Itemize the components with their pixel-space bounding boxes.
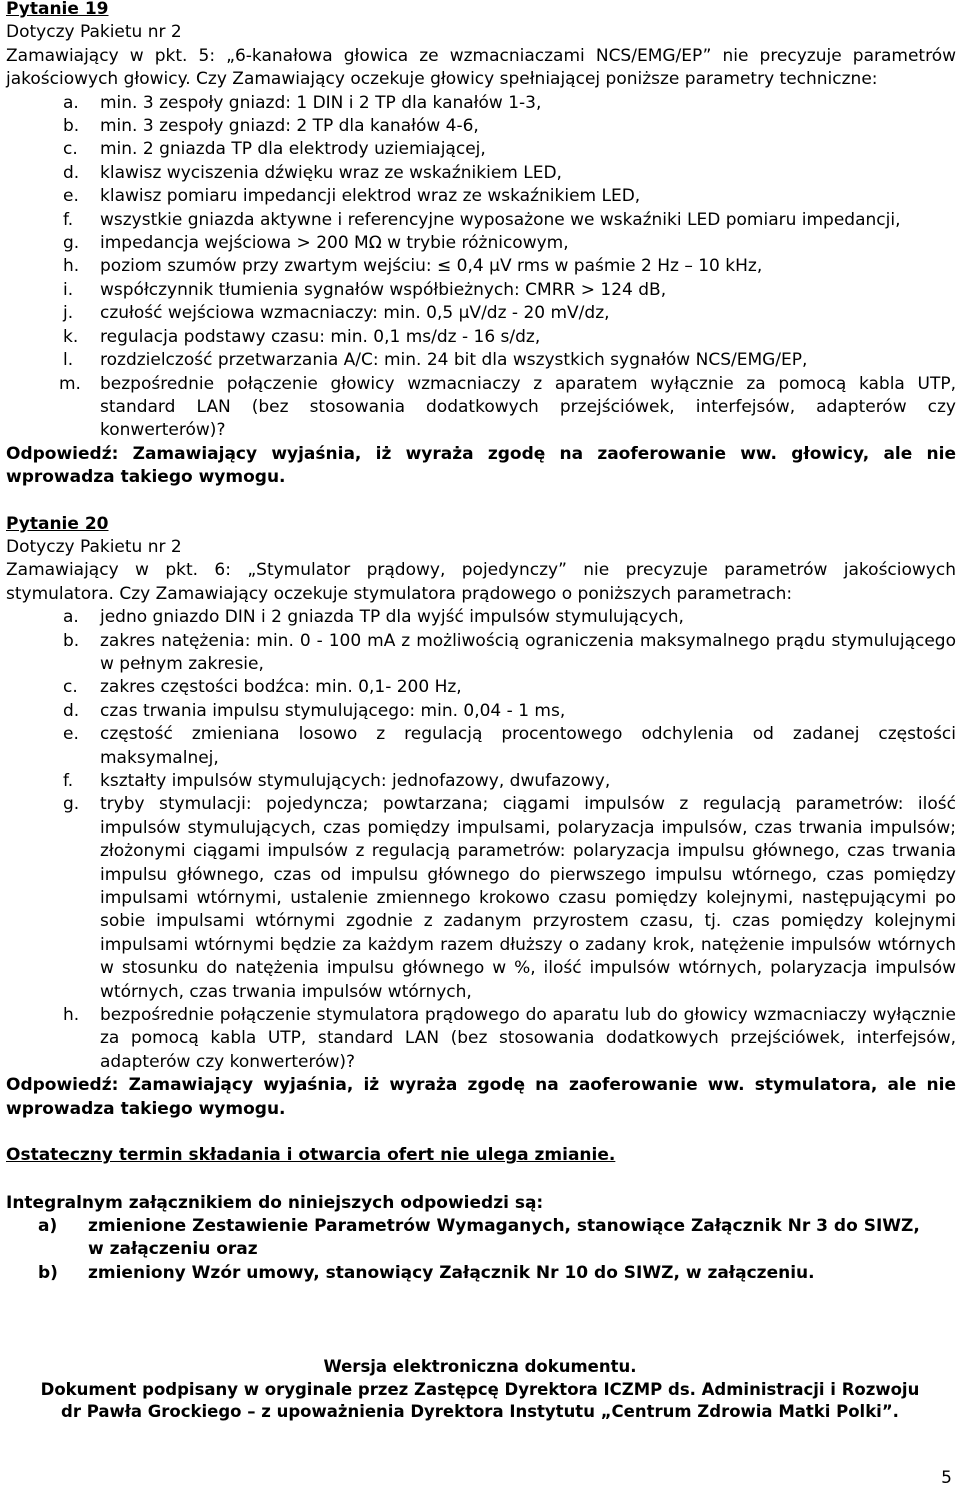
footer-line: Wersja elektroniczna dokumentu. <box>323 1357 637 1376</box>
list-item-text <box>100 606 956 629</box>
question-20-answer-line-1: Odpowiedź: Zamawiający wyjaśnia, iż wyraża zgodę na zaoferowanie ww. stymulatora, ale nie <box>6 1075 956 1096</box>
list-item-text: rozdzielczość przetwarzania A/C: min. 24 bit dla wszystkich sygnałów NCS/EMG/EP, <box>100 350 808 371</box>
list-item-text: min. 3 zespoły gniazd: 1 DIN i 2 TP dla kanałów 1-3, <box>100 92 542 113</box>
list-item-line: w pełnym zakresie, <box>100 653 264 674</box>
list-item-text: czułość wejściowa wzmacniaczy: min. 0,5 µV/dz - 20 mV/dz, <box>100 303 610 324</box>
list-item-line: za pomocą kabla UTP, standard LAN (bez stosowania dodatkowych przejściówek, interfejsów, <box>100 1028 956 1049</box>
deadline-note: Ostateczny termin składania i otwarcia ofert nie ulega zmianie. <box>6 1145 616 1166</box>
list-item-text: regulacja podstawy czasu: min. 0,1 ms/dz - 16 s/dz, <box>100 326 541 347</box>
list-item-line: tryby stymulacji: pojedyncza; powtarzana; ciągami impulsów z regulacją parametrów: ilość <box>100 794 956 815</box>
list-item <box>6 326 956 349</box>
attachment-text: zmieniony Wzór umowy, stanowiący Załącznik Nr 10 do SIWZ, w załączeniu. <box>88 1262 815 1283</box>
list-item-text: min. 3 zespoły gniazd: 2 TP dla kanałów 4-6, <box>100 116 479 137</box>
list-item-letter: k. <box>63 326 79 347</box>
list-item <box>6 700 956 723</box>
question-19-list <box>6 92 956 443</box>
list-item-letter: j. <box>63 303 74 324</box>
list-item-letter: e. <box>63 186 79 207</box>
list-item-line: zakres częstości bodźca: min. 0,1- 200 Hz, <box>100 677 462 698</box>
list-item <box>6 770 956 793</box>
question-19-answer-line-1: Odpowiedź: Zamawiający wyjaśnia, iż wyraża zgodę na zaoferowanie ww. głowicy, ale nie <box>6 443 956 464</box>
list-item-letter: e. <box>63 724 79 745</box>
list-item-letter: d. <box>63 700 80 721</box>
list-item-text <box>100 373 956 443</box>
list-item <box>6 1004 956 1074</box>
list-item-line: impulsami wtórnymi, ustalenie zmiennego krokowo czasu pomiędzy kolejnymi, następującymi po <box>100 888 956 909</box>
attachment-item <box>6 1262 956 1285</box>
list-item-text <box>100 1004 956 1074</box>
list-item-line: bezpośrednie połączenie stymulatora prądowego do aparatu lub do głowicy wzmacniaczy wyłącznie <box>100 1005 956 1026</box>
list-item <box>6 606 956 629</box>
question-19-subtitle: Dotyczy Pakietu nr 2 <box>6 22 182 43</box>
list-item-line: jedno gniazdo DIN i 2 gniazda TP dla wyjść impulsów stymulujących, <box>100 607 684 628</box>
question-19-intro-line-1: Zamawiający w pkt. 5: „6-kanałowa głowica ze wzmacniaczami NCS/EMG/EP” nie precyzuje parametrów <box>6 45 956 66</box>
list-item-line: czas trwania impulsu stymulującego: min. 0,04 - 1 ms, <box>100 700 566 721</box>
list-item-text <box>100 770 956 793</box>
list-item-text <box>100 630 956 677</box>
list-item <box>6 162 956 185</box>
question-20-title: Pytanie 20 <box>6 513 109 534</box>
attachment-letter: a) <box>38 1215 58 1236</box>
question-20-answer-line-2: wprowadza takiego wymogu. <box>6 1098 286 1119</box>
list-item-text: wszystkie gniazda aktywne i referencyjne wyposażone we wskaźniki LED pomiaru impedancji, <box>100 209 901 230</box>
list-item-letter: a. <box>63 607 79 628</box>
list-item-letter: l. <box>63 350 74 371</box>
list-item-line: bezpośrednie połączenie głowicy wzmacniaczy z aparatem wyłącznie za pomocą kabla UTP, <box>100 373 956 394</box>
list-item-text <box>100 700 956 723</box>
list-item-letter: m. <box>59 373 81 394</box>
list-item-text: impedancja wejściowa > 200 MΩ w trybie różnicowym, <box>100 233 569 254</box>
list-item-letter: g. <box>63 794 80 815</box>
list-item-line: standard LAN (bez stosowania dodatkowych przejściówek, interfejsów, adapterów czy <box>100 396 956 417</box>
list-item-line: impulsów stymulujących, czas pomiędzy impulsami, polaryzacja impulsów, czas trwania impulsów; <box>100 817 956 838</box>
attachment-line: w załączeniu oraz <box>88 1239 258 1260</box>
list-item-text: poziom szumów przy zwartym wejściu: ≤ 0,4 µV rms w paśmie 2 Hz – 10 kHz, <box>100 256 763 277</box>
list-item-letter: b. <box>63 116 80 137</box>
question-20-intro-line-2: stymulatora. Czy Zamawiający oczekuje stymulatora prądowego o poniższych parametrach: <box>6 583 793 604</box>
list-item <box>6 185 956 208</box>
list-item-text: min. 2 gniazda TP dla elektrody uziemiającej, <box>100 139 486 160</box>
list-item <box>6 92 956 115</box>
page-number: 5 <box>941 1468 952 1488</box>
list-item-letter: f. <box>63 209 74 230</box>
list-item-letter: c. <box>63 139 78 160</box>
list-item-text <box>100 676 956 699</box>
attachment-item <box>6 1215 956 1262</box>
list-item <box>6 676 956 699</box>
list-item-line: zakres natężenia: min. 0 - 100 mA z możliwością ograniczenia maksymalnego prądu stymulującego <box>100 630 956 651</box>
question-19-intro-line-2: jakościowych głowicy. Czy Zamawiający oczekuje głowicy spełniającej poniższe parametry techniczne: <box>6 69 878 90</box>
list-item <box>6 209 956 232</box>
list-item-line: częstość zmieniana losowo z regulacją procentowego odchylenia od zadanej częstości <box>100 724 956 745</box>
list-item-text: współczynnik tłumienia sygnałów współbieżnych: CMRR > 124 dB, <box>100 279 667 300</box>
list-item <box>6 630 956 677</box>
question-19-title: Pytanie 19 <box>6 0 109 19</box>
list-item-text <box>100 793 956 1004</box>
list-item-line: adapterów czy konwerterów)? <box>100 1051 356 1072</box>
list-item-letter: h. <box>63 256 80 277</box>
list-item-letter: b. <box>63 630 80 651</box>
list-item-line: maksymalnej, <box>100 747 219 768</box>
list-item <box>6 115 956 138</box>
list-item-line: impulsu głównego, czas od impulsu głównego do pierwszego impulsu wtórnego, czas pomiędzy <box>100 864 956 885</box>
list-item-line: wtórnych, czas trwania impulsów wtórnych, <box>100 981 472 1002</box>
list-item-line: w stosunku do natężenia impulsu głównego w %, ilość impulsów wtórnych, polaryzacja impulsów <box>100 958 956 979</box>
list-item-letter: a. <box>63 92 79 113</box>
list-item-text: klawisz wyciszenia dźwięku wraz ze wskaźnikiem LED, <box>100 162 562 183</box>
list-item <box>6 302 956 325</box>
list-item-letter: h. <box>63 1005 80 1026</box>
document-page <box>6 0 956 1285</box>
list-item-line: konwerterów)? <box>100 420 226 441</box>
list-item <box>6 723 956 770</box>
list-item-line: złożonymi ciągami impulsów z regulacją parametrów: polaryzacja impulsu głównego, czas trwania <box>100 841 956 862</box>
attachment-line: zmienione Zestawienie Parametrów Wymaganych, stanowiące Załącznik Nr 3 do SIWZ, <box>88 1215 920 1236</box>
question-20-list <box>6 606 956 1074</box>
question-20-intro-line-1: Zamawiający w pkt. 6: „Stymulator prądowy, pojedynczy” nie precyzuje parametrów jakościowych <box>6 560 956 581</box>
list-item-line: sobie impulsami wtórnymi zgodnie z zadanym przyrostem czasu, tj. czas pomiędzy kolejnymi <box>100 911 956 932</box>
attachments-heading: Integralnym załącznikiem do niniejszych odpowiedzi są: <box>6 1192 544 1213</box>
list-item <box>6 255 956 278</box>
list-item <box>6 279 956 302</box>
footer-line: dr Pawła Grockiego – z upoważnienia Dyrektora Instytutu „Centrum Zdrowia Matki Polki”. <box>61 1402 899 1421</box>
list-item <box>6 138 956 161</box>
list-item-letter: d. <box>63 162 80 183</box>
list-item-letter: f. <box>63 771 74 791</box>
list-item-letter: i. <box>63 279 74 300</box>
list-item-text <box>100 723 956 770</box>
attachment-text <box>88 1215 956 1262</box>
list-item-letter: g. <box>63 233 80 254</box>
list-item <box>6 793 956 1004</box>
list-item-line: kształty impulsów stymulujących: jednofazowy, dwufazowy, <box>100 771 611 791</box>
question-20-subtitle: Dotyczy Pakietu nr 2 <box>6 536 182 557</box>
footer <box>0 1356 960 1424</box>
list-item <box>6 349 956 372</box>
list-item-letter: c. <box>63 677 78 698</box>
footer-line: Dokument podpisany w oryginale przez Zastępcę Dyrektora ICZMP ds. Administracji i Rozwoju <box>40 1379 920 1399</box>
question-19-answer-line-2: wprowadza takiego wymogu. <box>6 467 286 488</box>
list-item-line: impulsami wtórnymi będzie za każdym razem dłuższy o zadany krok, natężenie impulsów wtórnych <box>100 934 956 955</box>
list-item-text: klawisz pomiaru impedancji elektrod wraz ze wskaźnikiem LED, <box>100 186 641 207</box>
list-item <box>6 373 956 443</box>
attachment-letter: b) <box>38 1262 58 1283</box>
list-item <box>6 232 956 255</box>
